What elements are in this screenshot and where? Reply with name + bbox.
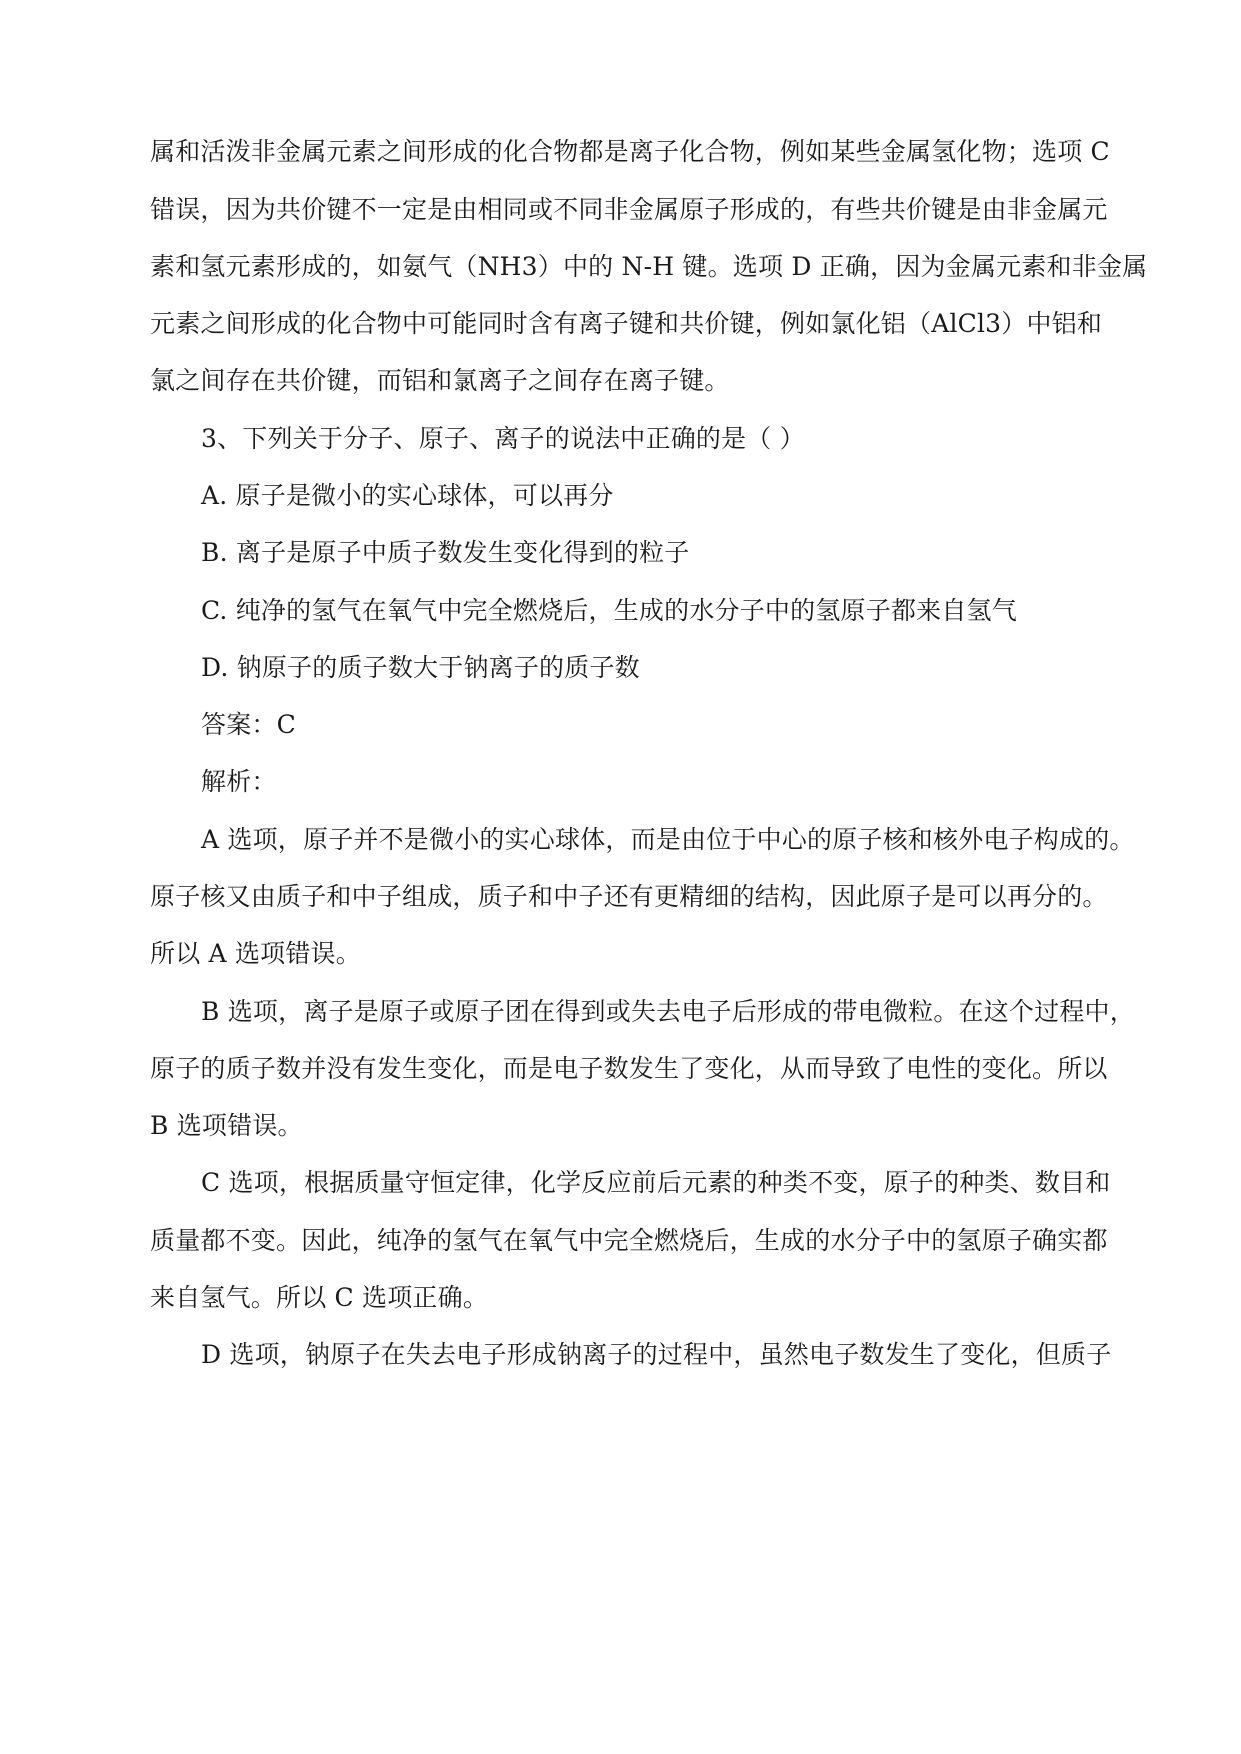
analysis-line: B 选项，离子是原子或原子团在得到或失去电子后形成的带电微粒。在这个过程中，	[201, 997, 1135, 1026]
paragraph-line: 属和活泼非金属元素之间形成的化合物都是离子化合物，例如某些金属氢化物；选项 C	[150, 137, 1110, 166]
answer-line: 答案：C	[201, 710, 296, 739]
analysis-line: 来自氢气。所以 C 选项正确。	[150, 1283, 489, 1312]
option-a: A. 原子是微小的实心球体，可以再分	[201, 481, 614, 510]
paragraph-line: 氯之间存在共价键，而铝和氯离子之间存在离子键。	[150, 366, 730, 395]
analysis-line: 原子核又由质子和中子组成，质子和中子还有更精细的结构，因此原子是可以再分的。	[150, 882, 1108, 911]
analysis-line: 所以 A 选项错误。	[150, 939, 361, 968]
analysis-line: 原子的质子数并没有发生变化，而是电子数发生了变化，从而导致了电性的变化。所以	[150, 1054, 1108, 1083]
analysis-line: C 选项，根据质量守恒定律，化学反应前后元素的种类不变，原子的种类、数目和	[201, 1168, 1111, 1197]
paragraph-line: 错误，因为共价键不一定是由相同或不同非金属原子形成的，有些共价键是由非金属元	[150, 195, 1108, 224]
paragraph-line: 素和氢元素形成的，如氨气（NH3）中的 N-H 键。选项 D 正确，因为金属元素和非金属	[150, 252, 1148, 281]
option-c: C. 纯净的氢气在氧气中完全燃烧后，生成的水分子中的氢原子都来自氢气	[201, 596, 1017, 625]
analysis-line: B 选项错误。	[150, 1111, 303, 1140]
question-stem: 3、下列关于分子、原子、离子的说法中正确的是（ ）	[201, 424, 805, 453]
analysis-heading: 解析：	[201, 767, 277, 796]
analysis-line: A 选项，原子并不是微小的实心球体，而是由位于中心的原子核和核外电子构成的。	[201, 825, 1135, 854]
option-b: B. 离子是原子中质子数发生变化得到的粒子	[201, 538, 690, 567]
analysis-line: 质量都不变。因此，纯净的氢气在氧气中完全燃烧后，生成的水分子中的氢原子确实都	[150, 1226, 1108, 1255]
option-d: D. 钠原子的质子数大于钠离子的质子数	[201, 653, 640, 682]
analysis-line: D 选项，钠原子在失去电子形成钠离子的过程中，虽然电子数发生了变化，但质子	[201, 1340, 1112, 1369]
paragraph-line: 元素之间形成的化合物中可能同时含有离子键和共价键，例如氯化铝（AlCl3）中铝和	[150, 309, 1103, 338]
